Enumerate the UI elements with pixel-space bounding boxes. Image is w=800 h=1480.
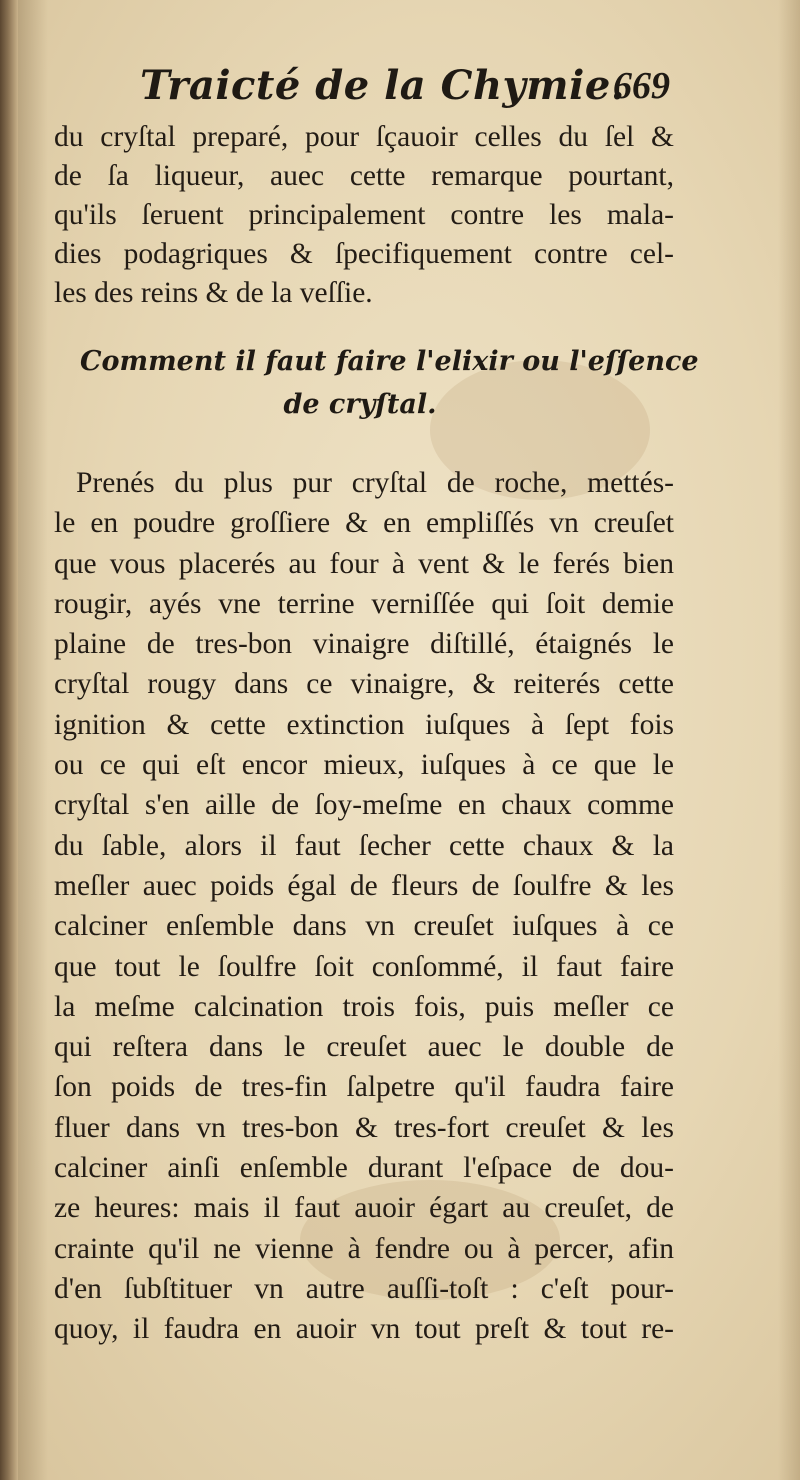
paragraph-1 xyxy=(54,118,674,313)
text-line: calciner ainſi enſemble durant l'eſpace de dou- xyxy=(54,1152,674,1185)
text-line: cryſtal s'en aille de ſoy-meſme en chaux comme xyxy=(54,789,674,822)
text-line: que tout le ſoulfre ſoit conſommé, il faut faire xyxy=(54,950,674,983)
text-line: de ſa liqueur, auec cette remarque pourtant, xyxy=(54,160,674,192)
text-line: ou ce qui eſt encor mieux, iuſques à ce que le xyxy=(54,749,674,782)
book-spine xyxy=(0,0,18,1480)
section-heading xyxy=(80,340,699,426)
text-line: rougir, ayés vne terrine verniſſée qui ſoit demie xyxy=(54,587,674,620)
text-line: le en poudre groſſiere & en empliſſés vn creuſet xyxy=(54,507,674,540)
text-line: calciner enſemble dans vn creuſet iuſques à ce xyxy=(54,910,674,943)
text-line: les des reins & de la veſſie. xyxy=(54,277,373,309)
text-line: cryſtal rougy dans ce vinaigre, & reiterés cette xyxy=(54,668,674,701)
text-line: du ſable, alors il faut ſecher cette chaux & la xyxy=(54,829,674,862)
text-line: qu'ils ſeruent principalement contre les mala- xyxy=(54,199,674,231)
text-line: plaine de tres-bon vinaigre diſtillé, étaignés le xyxy=(54,628,674,661)
running-title: Traicté de la Chymie. xyxy=(140,62,626,109)
text-line: ſon poids de tres-fin ſalpetre qu'il faudra faire xyxy=(54,1071,674,1104)
page-header xyxy=(140,62,670,118)
paragraph-2 xyxy=(54,463,674,1350)
text-line: Prenés du plus pur cryſtal de roche, mettés- xyxy=(76,467,674,499)
text-line: quoy, il faudra en auoir vn tout preſt & tout re- xyxy=(54,1313,674,1346)
text-line: la meſme calcination trois fois, puis meſler ce xyxy=(54,990,674,1023)
text-line: fluer dans vn tres-bon & tres-fort creuſet & les xyxy=(54,1111,674,1144)
heading-line: de cryſtal. xyxy=(283,389,437,420)
text-line: dies podagriques & ſpecifiquement contre cel- xyxy=(54,238,674,270)
gutter-shadow xyxy=(18,0,48,1480)
heading-line: Comment il faut faire l'elixir ou l'eſſence xyxy=(80,346,699,377)
text-line: du cryſtal preparé, pour ſçauoir celles du ſel & xyxy=(54,121,674,153)
text-line: ignition & cette extinction iuſques à ſept fois xyxy=(54,708,674,741)
text-line: que vous placerés au four à vent & le ferés bien xyxy=(54,547,674,580)
page-number: 669 xyxy=(613,65,670,107)
text-line: crainte qu'il ne vienne à fendre ou à percer, afin xyxy=(54,1232,674,1265)
page-edge xyxy=(778,0,800,1480)
text-line: meſler auec poids égal de fleurs de ſoulfre & les xyxy=(54,869,674,902)
text-line: qui reſtera dans le creuſet auec le double de xyxy=(54,1031,674,1064)
text-line: ze heures: mais il faut auoir égart au creuſet, de xyxy=(54,1192,674,1225)
text-line: d'en ſubſtituer vn autre auſſi-toſt : c'eſt pour- xyxy=(54,1272,674,1305)
